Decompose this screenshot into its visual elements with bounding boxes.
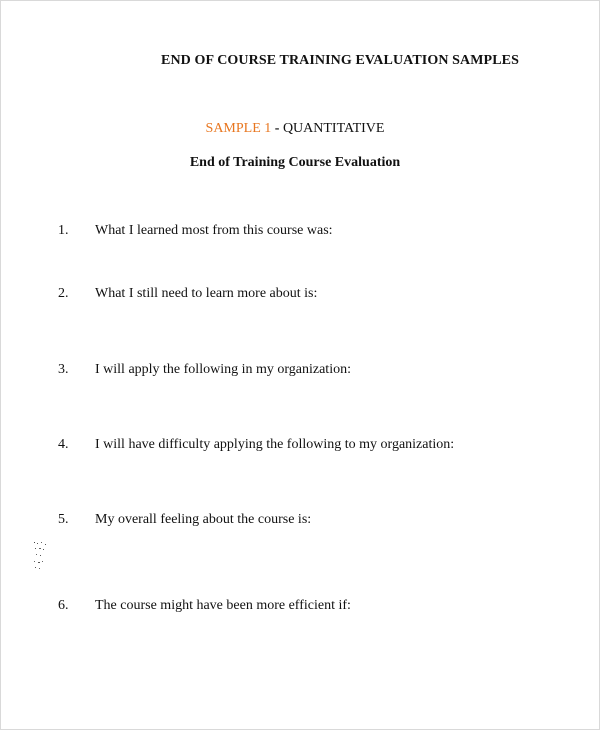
question-number: 2. [58, 286, 69, 301]
question-number: 3. [58, 362, 69, 377]
question-text: The course might have been more efficient if: [95, 598, 351, 613]
document-title: END OF COURSE TRAINING EVALUATION SAMPLES [161, 53, 519, 68]
question-number: 4. [58, 437, 69, 452]
sample-heading [1, 121, 589, 137]
question-item [58, 286, 317, 302]
question-item [58, 362, 351, 378]
question-item [58, 512, 311, 528]
question-number: 6. [58, 598, 69, 613]
question-number: 5. [58, 512, 69, 527]
question-text: I will have difficulty applying the following to my organization: [95, 437, 455, 452]
question-item [58, 223, 333, 239]
sample-separator: - [271, 121, 283, 136]
question-text: What I learned most from this course was: [95, 223, 333, 238]
question-item [58, 598, 351, 614]
sample-number: SAMPLE 1 [205, 121, 272, 136]
question-text: My overall feeling about the course is: [95, 512, 312, 527]
question-number: 1. [58, 223, 69, 238]
sample-type: QUANTITATIVE [282, 121, 385, 136]
question-text: What I still need to learn more about is: [95, 286, 318, 301]
question-item [58, 437, 454, 453]
form-title: End of Training Course Evaluation [189, 155, 401, 170]
question-text: I will apply the following in my organization: [95, 362, 351, 377]
scan-artifact [33, 541, 53, 571]
